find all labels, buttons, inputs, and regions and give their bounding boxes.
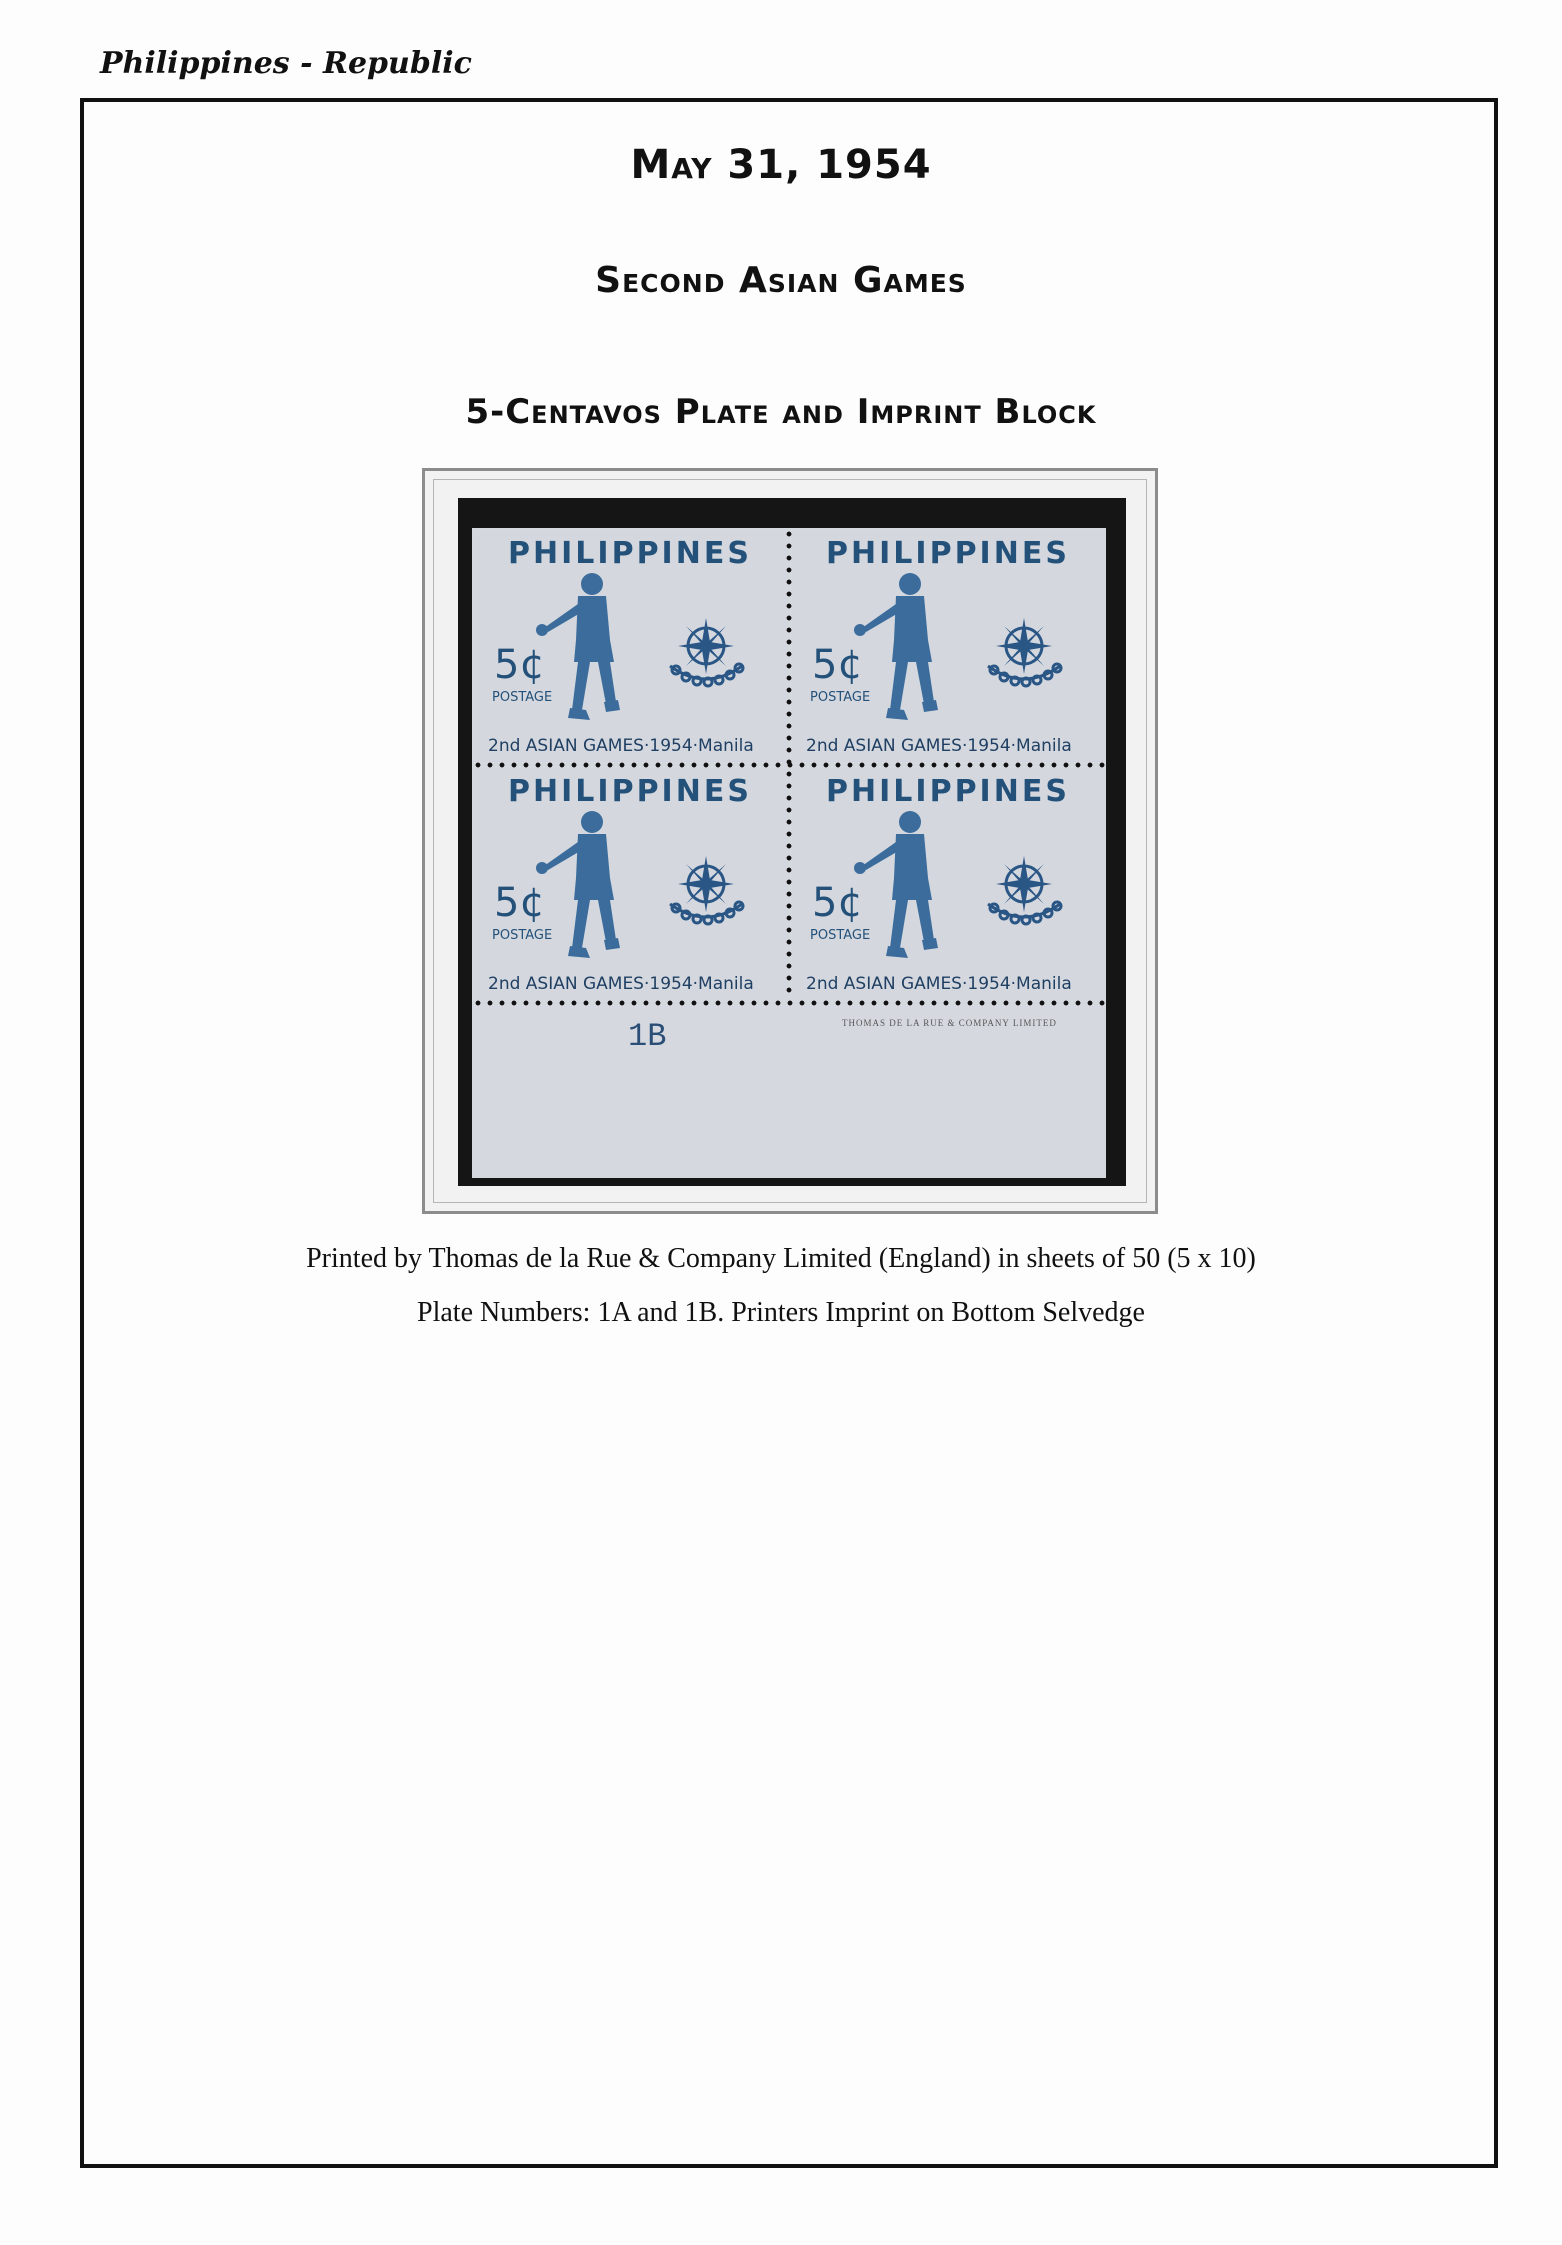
plate-number: 1B <box>628 1018 667 1055</box>
stamp-postage-label: POSTAGE <box>492 690 553 705</box>
compass-emblem-icon <box>656 596 756 696</box>
printing-note: Printed by Thomas de la Rue & Company Limited (England) in sheets of 50 (5 x 10) <box>306 1243 1256 1274</box>
block-title: 5-Centavos Plate and Imprint Block <box>465 392 1097 432</box>
plate-numbers-note: Plate Numbers: 1A and 1B. Printers Imprint on Bottom Selvedge <box>417 1297 1145 1328</box>
compass-emblem-icon <box>656 834 756 934</box>
plate-block <box>472 528 1106 1178</box>
perforation-horizontal-middle <box>472 762 1106 768</box>
hammer-thrower-icon <box>534 808 644 978</box>
compass-emblem-icon <box>974 596 1074 696</box>
stamp-value: 5¢ <box>494 880 545 926</box>
stamp-top-right <box>792 530 1104 762</box>
album-country-heading: Philippines - Republic <box>100 46 472 81</box>
stamp-caption: 2nd ASIAN GAMES·1954·Manila <box>488 736 754 756</box>
stamp-caption: 2nd ASIAN GAMES·1954·Manila <box>806 974 1072 994</box>
stamp-postage-label: POSTAGE <box>492 928 553 943</box>
hammer-thrower-icon <box>852 808 962 978</box>
issue-title: Second Asian Games <box>595 260 967 301</box>
stamp-country: PHILIPPINES <box>508 536 752 571</box>
stamp-country: PHILIPPINES <box>826 774 1070 809</box>
stamp-caption: 2nd ASIAN GAMES·1954·Manila <box>488 974 754 994</box>
issue-date: May 31, 1954 <box>630 142 932 188</box>
stamp-country: PHILIPPINES <box>826 536 1070 571</box>
stamp-value: 5¢ <box>812 642 863 688</box>
stamp-country: PHILIPPINES <box>508 774 752 809</box>
stamp-top-left <box>474 530 786 762</box>
hammer-thrower-icon <box>534 570 644 740</box>
stamp-postage-label: POSTAGE <box>810 690 871 705</box>
stamp-bottom-left <box>474 768 786 1000</box>
stamp-value: 5¢ <box>494 642 545 688</box>
printer-imprint: THOMAS DE LA RUE & COMPANY LIMITED <box>842 1018 1057 1028</box>
stamp-postage-label: POSTAGE <box>810 928 871 943</box>
stamp-bottom-right <box>792 768 1104 1000</box>
hammer-thrower-icon <box>852 570 962 740</box>
stamp-value: 5¢ <box>812 880 863 926</box>
stamp-caption: 2nd ASIAN GAMES·1954·Manila <box>806 736 1072 756</box>
perforation-horizontal-bottom <box>472 1000 1106 1006</box>
compass-emblem-icon <box>974 834 1074 934</box>
